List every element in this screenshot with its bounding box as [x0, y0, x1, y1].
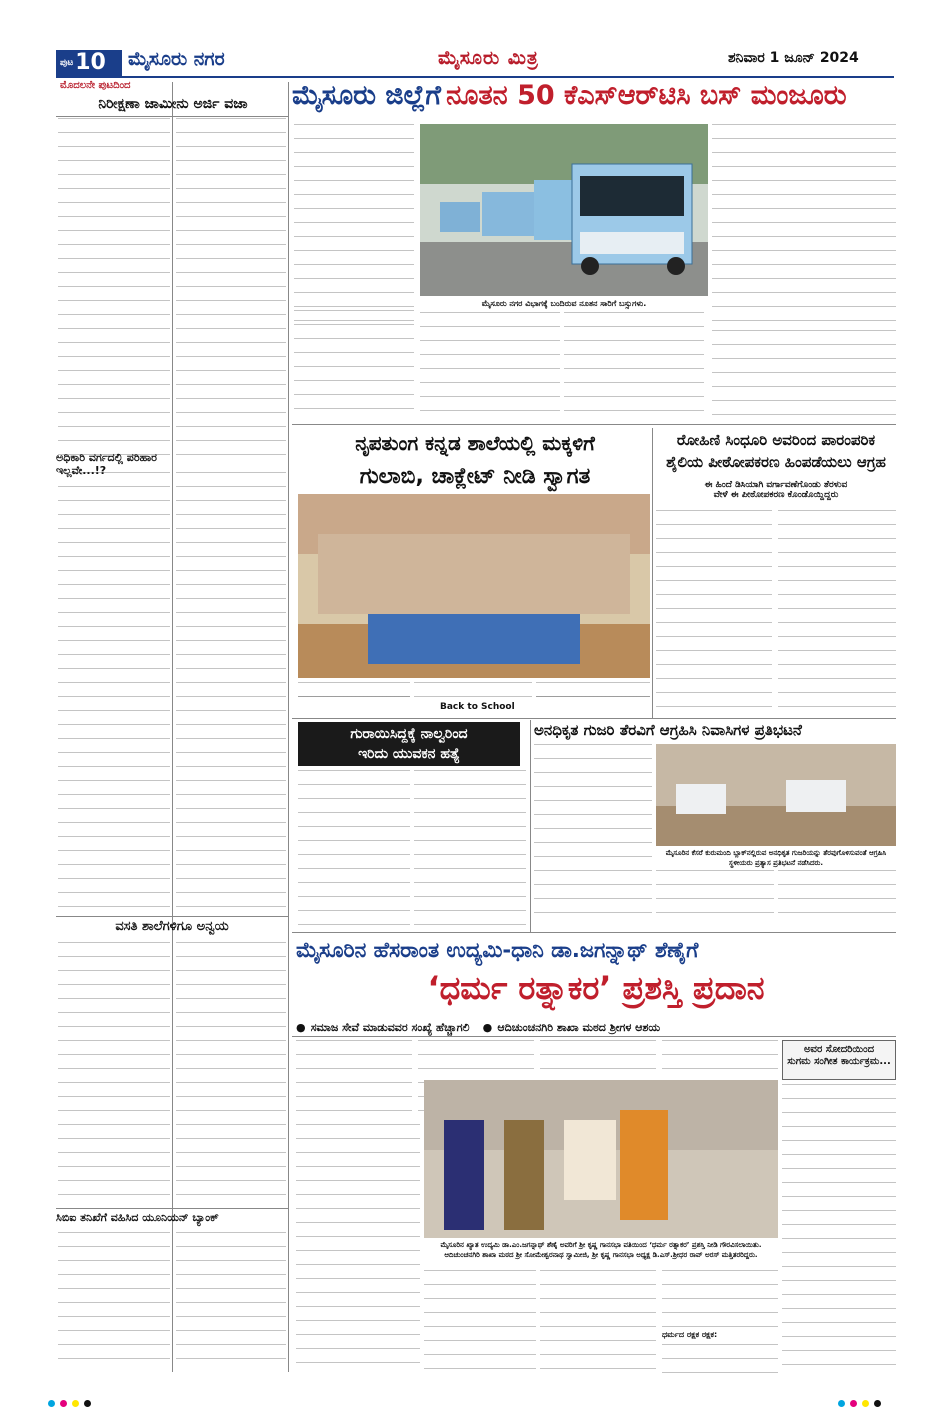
sidebar-head-line1: ಅವರ ಸೋದರಿಯಿಂದ — [803, 1044, 875, 1055]
protest-headline: ಅನಧಿಕೃತ ಗುಜರಿ ತೆರವಿಗೆ ಆಗ್ರಹಿಸಿ ನಿವಾಸಿಗಳ ಪ್ರತಿಭಟನೆ — [534, 721, 802, 739]
story-headline: ವಸತಿ ಶಾಲೆಗಳಿಗೂ ಅನ್ವಯ — [115, 919, 229, 934]
inline-english-phrase: Back to School — [440, 702, 515, 712]
issue-date: ಶನಿವಾರ 1 ಜೂನ್ 2024 — [728, 50, 859, 66]
school-headline-line1: ನೃಪತುಂಗ ಕನ್ನಡ ಶಾಲೆಯಲ್ಲಿ ಮಕ್ಕಳಿಗೆ — [355, 431, 595, 455]
body-text — [296, 1040, 412, 1120]
cyan-mark — [838, 1400, 845, 1407]
rule — [292, 1036, 896, 1037]
body-text — [712, 330, 896, 420]
body-text — [656, 870, 774, 926]
body-text — [778, 870, 896, 926]
photo-caption: ಮೈಸೂರಿನ ಕೆಸರೆ ಕುರುಮಂದಿ ಬ್ಲಾಕ್‌ನಲ್ಲಿರುವ ಅನಧಿಕೃತ ಗುಜರಿಯನ್ನು ತೆರವುಗೊಳಿಸುವಂತೆ ಆಗ್ರಹಿಸಿ ಸ್ಥಳೀಯರು ಪ್ರತ್ಯಾಸ ಪ್ರತಿಭಟನೆ ನಡೆಸಿದರು. — [665, 849, 887, 867]
bus-illustration — [420, 124, 708, 296]
photo-caption: ಮೈಸೂರು ನಗರ ವಿಭಾಗಕ್ಕೆ ಬಂದಿರುವ ನೂತನ ಸಾರಿಗೆ ಬಸ್ಸುಗಳು. — [481, 299, 647, 308]
protest-photo — [656, 744, 896, 846]
body-text — [294, 124, 414, 324]
school-headline-line2: ಗುಲಾಬಿ, ಚಾಕ್ಲೇಟ್ ನೀಡಿ ಸ್ವಾಗತ — [359, 464, 591, 489]
body-text — [58, 472, 170, 912]
body-text — [656, 510, 772, 716]
story-headline: ಅಧಿಕಾರಿ ವರ್ಗದಲ್ಲಿ ಪರಿಹಾರ ಇಲ್ಲವೇ...!? — [56, 451, 157, 477]
sidebar-head-line2: ಸುಗಮ ಸಂಗೀತ ಕಾರ್ಯಕ್ರಮ... — [787, 1055, 891, 1067]
award-ceremony-illustration — [424, 1080, 778, 1238]
header-rule — [56, 76, 894, 78]
murder-headline-box — [298, 722, 520, 766]
registration-marks — [838, 1400, 898, 1410]
body-text — [540, 1270, 656, 1374]
page-number: 10 — [75, 50, 106, 75]
column-divider — [288, 82, 289, 1372]
body-text — [298, 770, 410, 926]
body-text — [712, 124, 896, 324]
body-text — [58, 118, 170, 466]
page-number-badge — [56, 50, 122, 76]
rule — [56, 116, 288, 117]
black-mark — [874, 1400, 881, 1407]
body-text — [176, 942, 286, 1204]
rule — [292, 932, 896, 933]
body-text — [58, 1232, 170, 1360]
body-text — [534, 744, 652, 926]
story-headline: ಸಿಬಿಐ ತನಿಖೆಗೆ ವಹಿಸಿದ ಯೂನಿಯನ್ ಬ್ಯಾಂಕ್ — [56, 1211, 219, 1224]
rohini-headline-line1: ರೋಹಿಣಿ ಸಿಂಧೂರಿ ಅವರಿಂದ ಪಾರಂಪರಿಕ — [676, 431, 876, 449]
column-divider — [652, 428, 653, 718]
magenta-mark — [850, 1400, 857, 1407]
award-bullets — [296, 1016, 896, 1034]
school-photo — [298, 494, 650, 678]
rule — [56, 1208, 288, 1209]
lead-headline-part2: ನೂತನ 50 ಕೆಎಸ್‌ಆರ್‌ಟಿಸಿ ಬಸ್ ಮಂಜೂರು — [446, 80, 847, 111]
left-column — [56, 96, 288, 1376]
rule — [292, 424, 896, 425]
body-text — [536, 696, 650, 710]
yellow-mark — [862, 1400, 869, 1407]
sidebar-bottom-label: ಧರ್ಮದ ರಕ್ಷಕ ರಕ್ಷಕ: — [662, 1330, 718, 1339]
rule — [56, 916, 288, 917]
lead-headline — [292, 80, 896, 120]
murder-headline-line2: ಇರಿದು ಯುವಕನ ಹತ್ಯೆ — [358, 746, 460, 762]
bus-photo — [420, 124, 708, 296]
body-text — [662, 1344, 778, 1374]
body-text — [420, 312, 560, 420]
award-headline-line1: ಮೈಸೂರಿನ ಹೆಸರಾಂತ ಉದ್ಯಮಿ-ಧಾನಿ ಡಾ.ಜಗನ್ನಾಥ್ ಶೆಣೈಗೆ — [296, 938, 699, 962]
section-title: ಮೈಸೂರು ನಗರ — [128, 48, 225, 70]
protest-illustration — [656, 744, 896, 846]
body-text — [414, 770, 526, 926]
body-text — [296, 1124, 420, 1374]
murder-headline-line1: ಗುರಾಯಿಸಿದ್ದಕ್ಕೆ ನಾಲ್ವರಿಂದ — [350, 726, 468, 742]
column-divider — [530, 720, 531, 932]
rohini-subhead-line2: ವೇಳೆ ಈ ಪೀಠೋಪಕರಣ ಕೊಂಡೊಯ್ದಿದ್ದರು — [713, 490, 839, 500]
page-prefix: ಪುಟ — [60, 58, 74, 68]
body-text — [176, 1232, 286, 1360]
body-text — [176, 118, 286, 466]
body-text — [298, 696, 410, 710]
body-text — [294, 310, 414, 420]
award-headline-line2: ‘ಧರ್ಮ ರತ್ನಾಕರ’ ಪ್ರಶಸ್ತಿ ಪ್ರದಾನ — [427, 969, 765, 1007]
photo-caption: ಮೈಸೂರಿನ ಖ್ಯಾತ ಉದ್ಯಮಿ ಡಾ.ಎಂ.ಜಗನ್ನಾಥ್ ಶೆಣೈ ಅವರಿಗೆ ಶ್ರೀ ಕೃಷ್ಣ ಗಾನಸಭಾ ವತಿಯಿಂದ ‘ಧರ್ಮ ರತ್ನಾಕರ’ ಪ್ರಶಸ್ತಿ ನೀಡಿ ಗೌರವಿಸಲಾಯಿತು. ಆದಿಚುಂಚನಗಿರಿ ಶಾಖಾ ಮಠದ ಶ್ರೀ ಸೋಮೇಶ್ವರನಾಥ ಸ್ವಾಮೀಜಿ, ಶ್ರೀ ಕೃಷ್ಣ ಗಾನಸಭಾ ಅಧ್ಯಕ್ಷ ಡಿ.ಎಸ್.ಶ್ರೀಧರ ರಾವ್ ಅರಸ್ ಮತ್ತಿತರರಿದ್ದರು. — [440, 1241, 762, 1259]
rohini-subhead — [660, 480, 892, 500]
award-bullet-2: ಆದಿಚುಂಚನಗಿರಿ ಶಾಖಾ ಮಠದ ಶ್ರೀಗಳ ಆಶಯ — [497, 1021, 661, 1034]
registration-marks — [48, 1400, 108, 1410]
body-text — [58, 942, 170, 1204]
bullet-dot: ● — [482, 1021, 493, 1034]
magenta-mark — [60, 1400, 67, 1407]
rohini-headline-line2: ಶೈಲಿಯ ಪೀಠೋಪಕರಣ ಹಿಂಪಡೆಯಲು ಆಗ್ರಹ — [666, 453, 886, 471]
paper-name: ಮೈಸೂರು ಮಿತ್ರ — [438, 47, 539, 69]
continued-label: ಮೊದಲನೇ ಪುಟದಿಂದ — [60, 80, 131, 91]
body-text — [782, 1084, 896, 1374]
cyan-mark — [48, 1400, 55, 1407]
body-text — [778, 510, 896, 716]
rule — [292, 718, 896, 719]
yellow-mark — [72, 1400, 79, 1407]
story-headline: ನಿರೀಕ್ಷಣಾ ಜಾಮೀನು ಅರ್ಜಿ ವಜಾ — [98, 96, 248, 112]
award-photo — [424, 1080, 778, 1238]
body-text — [662, 1270, 778, 1328]
lead-headline-part1: ಮೈಸೂರು ಜಿಲ್ಲೆಗೆ — [292, 80, 442, 111]
body-text — [176, 472, 286, 912]
body-text — [564, 312, 704, 420]
rohini-subhead-line1: ಈ ಹಿಂದೆ ಡಿಸಿಯಾಗಿ ವರ್ಗಾವಣೆಗೊಂಡು ತೆರಳುವ — [704, 480, 848, 490]
bullet-dot: ● — [296, 1021, 306, 1034]
body-text — [424, 1270, 536, 1374]
award-sidebar-head — [782, 1040, 896, 1080]
students-illustration — [298, 494, 650, 678]
black-mark — [84, 1400, 91, 1407]
award-bullet-1: ಸಮಾಜ ಸೇವೆ ಮಾಡುವವರ ಸಂಖ್ಯೆ ಹೆಚ್ಚಾಗಲಿ — [310, 1021, 470, 1034]
